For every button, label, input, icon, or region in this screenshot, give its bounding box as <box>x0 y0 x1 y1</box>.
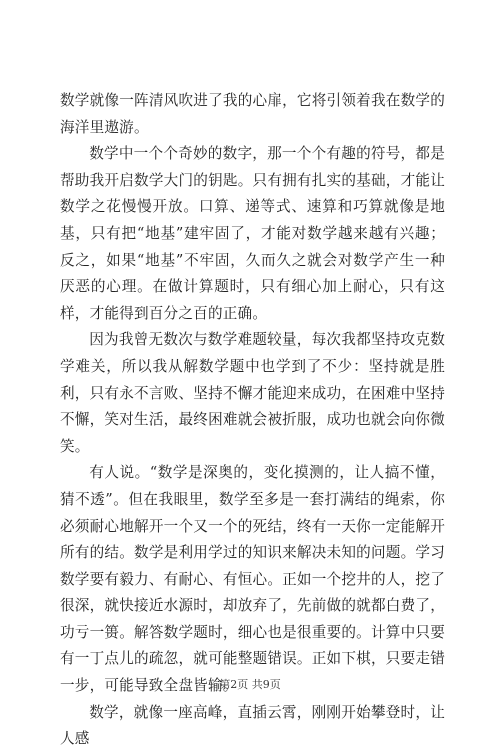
paragraph-3: 因为我曾无数次与数学难题较量，每次我都坚持攻克数学难关，所以我从解数学题中也学到了不少：坚持就是胜利，只有永不言败、坚持不懈才能迎来成功，在困难中坚持不懈，笑对生活，最终困难就会被折服，成功也就会向你微笑。 <box>60 331 445 455</box>
paragraph-1: 数学就像一阵清风吹进了我的心扉，它将引领着我在数学的海洋里遨游。 <box>60 92 445 136</box>
paragraph-5: 数学，就像一座高峰，直插云霄，刚刚开始攀登时，让人感 <box>60 703 445 748</box>
paragraph-4: 有人说。“数学是深奥的，变化摸测的，让人搞不懂，猜不透”。但在我眼里，数学至多是一套打满结的绳索，你必须耐心地解开一个又一个的死结，终有一天你一定能解开所有的结。数学是利用学过的知识来解决未知的问题。学习数学要有毅力、有耐心、有恒心。正如一个挖井的人，挖了很深，就快接近水源时，却放弃了，先前做的就都白费了，功亏一篑。解答数学题时，细心也是很重要的。计算中只要有一丁点儿的疏忽，就可能整题错误。正如下棋，只要走错一步，可能导致全盘皆输。 <box>60 464 445 695</box>
document-body <box>60 88 445 753</box>
page-number-footer: 第2页 共9页 <box>219 678 281 691</box>
paragraph-2: 数学中一个个奇妙的数字，那一个个有趣的符号，都是帮助我开启数学大门的钥匙。只有拥有扎实的基础，才能让数学之花慢慢开放。口算、递等式、速算和巧算就像是地基，只有把“地基”建牢固了，才能对数学越来越有兴趣；反之，如果“地基”不牢固，久而久之就会对数学产生一种厌恶的心理。在做计算题时，只有细心加上耐心，只有这样，才能得到百分之百的正确。 <box>60 145 445 322</box>
